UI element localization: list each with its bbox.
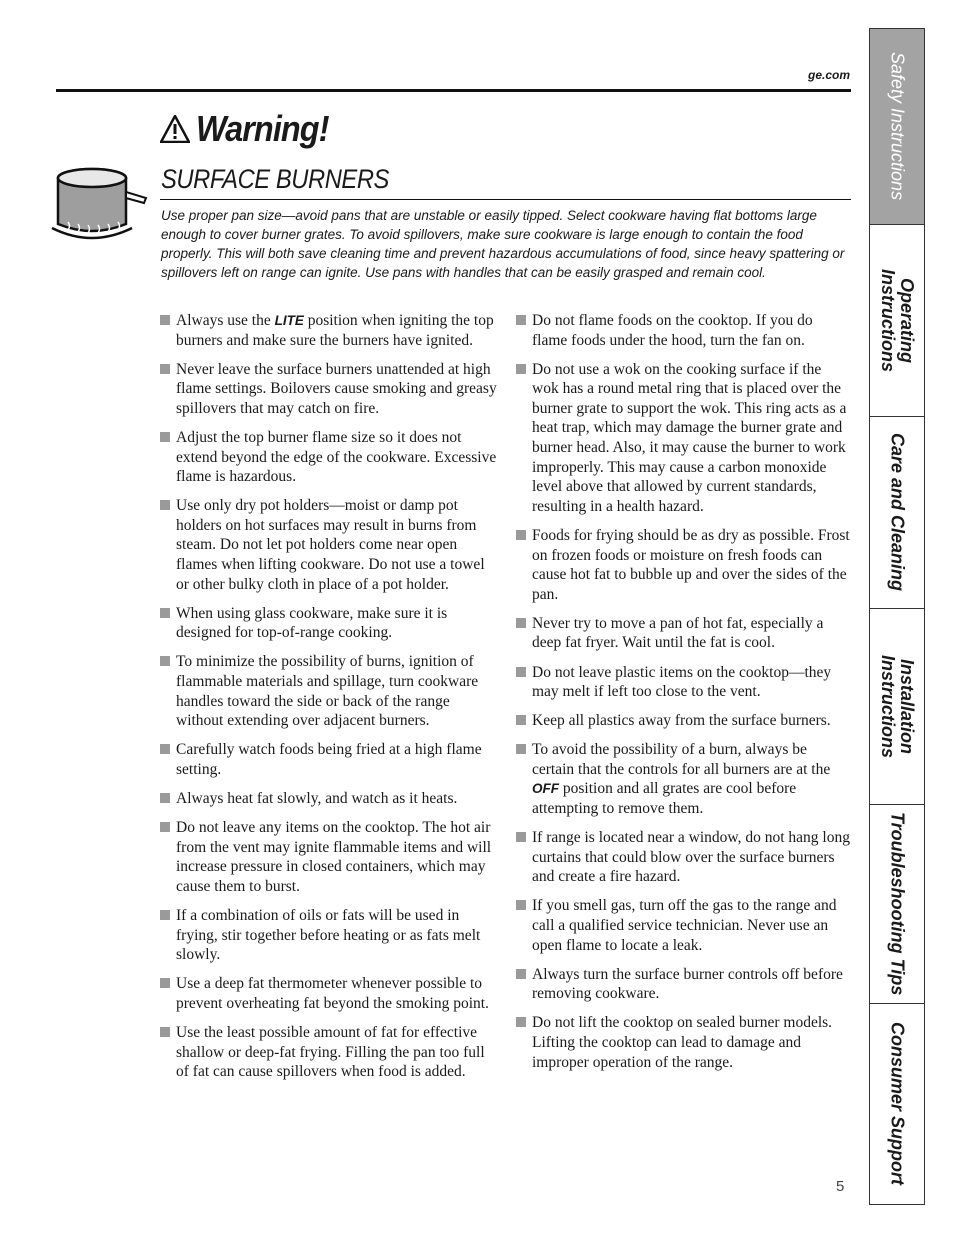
page-number: 5 (836, 1178, 845, 1195)
control-setting-label: OFF (532, 781, 559, 797)
bullet-item (514, 360, 850, 517)
bullet-square-icon (160, 608, 170, 618)
bullet-square-icon (516, 315, 526, 325)
bullet-text: Foods for frying should be as dry as possible. Frost on frozen foods or moisture on fresh foods can cause hot fat to bubble up and over the sides of the pan. (532, 526, 850, 603)
bullet-square-icon (160, 978, 170, 988)
bullet-square-icon (160, 1027, 170, 1037)
bullet-text: Use the least possible amount of fat for effective shallow or deep-fat frying. Filling the pan too full of fat can cause spillovers when food is added. (176, 1023, 485, 1081)
bullet-text: Do not leave plastic items on the cooktop—they may melt if left too close to the vent. (532, 663, 832, 701)
sidebar-tab-label: Installation Instructions (878, 654, 917, 758)
bullet-item (158, 974, 498, 1013)
sidebar-tab[interactable] (870, 29, 924, 225)
section-intro: Use proper pan size—avoid pans that are unstable or easily tipped. Select cookware having flat bottoms large enough to cover burner grates. To avoid spillovers, make sure cookware is large enough to contain the food properly. This will both save cleaning time and prevent hazardous accumulations of food, since heavy spattering or spillovers left on range can ignite. Use pans with handles that can be easily grasped and remain cool. (161, 208, 845, 280)
bullet-text: To minimize the possibility of burns, ignition of flammable materials and spillage, turn cookware handles toward the side or back of the range without extending over adjacent burners. (176, 653, 479, 730)
bullet-text: Keep all plastics away from the surface burners. (532, 712, 831, 730)
bullet-square-icon (516, 530, 526, 540)
sidebar-tab-label: Consumer Support (887, 1022, 908, 1186)
bullet-square-icon (516, 744, 526, 754)
bullet-item (514, 663, 850, 702)
bullet-square-icon (516, 667, 526, 677)
bullet-square-icon (516, 1017, 526, 1027)
bullet-square-icon (160, 910, 170, 920)
bullet-text: When using glass cookware, make sure it is designed for top-of-range cooking. (176, 604, 448, 642)
sidebar-tab[interactable] (870, 1004, 924, 1204)
sidebar-tab-label: Care and Cleaning (887, 433, 908, 592)
bullet-square-icon (516, 969, 526, 979)
warning-heading (160, 108, 343, 150)
bullet-item (514, 896, 850, 955)
bullet-text: Do not lift the cooktop on sealed burner models. Lifting the cooktop can lead to damage and improper operation of the range. (532, 1014, 833, 1071)
bullet-square-icon (160, 364, 170, 374)
bullet-item (158, 496, 498, 594)
bullet-text: Never leave the surface burners unattended at high flame settings. Boilovers cause smoking and greasy spillovers that may catch on fire. (176, 360, 497, 417)
bullet-item (158, 1023, 498, 1082)
bullet-item (514, 740, 850, 818)
bullet-item (514, 526, 850, 604)
bullet-item (514, 311, 850, 350)
control-setting-label: LITE (274, 313, 304, 328)
bullet-item (158, 906, 498, 965)
sidebar-tab[interactable] (870, 225, 924, 417)
sidebar-tab-label: Operating Instructions (878, 268, 917, 372)
sidebar-tab[interactable] (870, 609, 924, 805)
section-rule (160, 199, 851, 200)
bullet-text: If range is located near a window, do not hang long curtains that could blow over the surface burners and create a fire hazard. (532, 829, 850, 886)
bullet-text: If you smell gas, turn off the gas to the range and call a qualified service technician. Never use an open flame to locate a leak. (532, 897, 837, 954)
bullet-text: To avoid the possibility of a burn, always be certain that the controls for all burners are at the (532, 741, 831, 778)
bullet-text: Adjust the top burner flame size so it does not extend beyond the edge of the cookware. Excessive flame is hazardous. (176, 428, 497, 486)
warning-label: Warning! (196, 108, 329, 149)
bullet-text: Do not leave any items on the cooktop. The hot air from the vent may ignite flammable items and will increase pressure in closed containers, which may cause them to burst. (176, 819, 492, 895)
bullet-text: Always use the (176, 312, 275, 329)
bullet-item (158, 789, 498, 809)
bullet-item (514, 1013, 850, 1072)
cooking-pot-icon (50, 162, 150, 252)
bullet-item (158, 311, 498, 350)
sidebar-tab-label: Safety Instructions (887, 52, 908, 201)
bullet-text: Never try to move a pan of hot fat, especially a deep fat fryer. Wait until the fat is cool. (532, 614, 824, 652)
bullet-item (514, 828, 850, 887)
bullet-text: Use a deep fat thermometer whenever possible to prevent overheating fat beyond the smoking point. (176, 975, 489, 1012)
bullet-text: Always turn the surface burner controls off before removing cookware. (532, 965, 843, 1003)
bullet-square-icon (160, 744, 170, 754)
section-title: SURFACE BURNERS (161, 164, 389, 194)
bullet-text: Carefully watch foods being fried at a high flame setting. (176, 741, 482, 778)
bullet-item (158, 740, 498, 779)
bullet-square-icon (160, 656, 170, 666)
right-column (514, 311, 850, 1082)
bullet-item (158, 652, 498, 730)
bullet-text: Do not flame foods on the cooktop. If you do flame foods under the hood, turn the fan on. (532, 312, 813, 349)
bullet-square-icon (516, 618, 526, 628)
left-column (158, 311, 498, 1091)
sidebar-tab[interactable] (870, 417, 924, 609)
bullet-item (158, 428, 498, 487)
bullet-square-icon (160, 432, 170, 442)
bullet-text: position when igniting the top burners and make sure the burners have ignited. (176, 312, 494, 349)
bullet-square-icon (516, 364, 526, 374)
bullet-item (514, 614, 850, 653)
bullet-text: position and all grates are cool before attempting to remove them. (532, 780, 797, 818)
bullet-text: Use only dry pot holders—moist or damp pot holders on hot surfaces may result in burns from steam. Do not let pot holders come near open flames when lifting cookware. Do not use a towel or other bulky cloth in place of a pot holder. (176, 497, 485, 593)
sidebar-tab-label: Troubleshooting Tips (887, 812, 908, 996)
bullet-square-icon (516, 715, 526, 725)
bullet-square-icon (160, 793, 170, 803)
sidebar-tabs (869, 28, 925, 1205)
bullet-text: Always heat fat slowly, and watch as it heats. (176, 789, 458, 807)
bullet-item (514, 711, 850, 731)
bullet-item (158, 360, 498, 419)
bullet-square-icon (516, 832, 526, 842)
bullet-item (158, 818, 498, 896)
bullet-square-icon (516, 900, 526, 910)
bullet-square-icon (160, 500, 170, 510)
bullet-square-icon (160, 822, 170, 832)
warning-triangle-icon (160, 115, 190, 143)
sidebar-tab[interactable] (870, 805, 924, 1004)
bullet-text: If a combination of oils or fats will be used in frying, stir together before heating or as fats melt slowly. (176, 906, 481, 964)
header-rule (56, 89, 851, 92)
bullet-item (158, 604, 498, 643)
bullet-item (514, 965, 850, 1004)
site-url: ge.com (807, 68, 850, 82)
bullet-square-icon (160, 315, 170, 325)
bullet-text: Do not use a wok on the cooking surface if the wok has a round metal ring that is placed over the burner grate to support the wok. This ring acts as a heat trap, which may damage the burner grate and burner head. Also, it may cause the burner to work improperly. This may cause a carbon monoxide level above that allowed by current standards, resulting in a health hazard. (532, 360, 847, 515)
